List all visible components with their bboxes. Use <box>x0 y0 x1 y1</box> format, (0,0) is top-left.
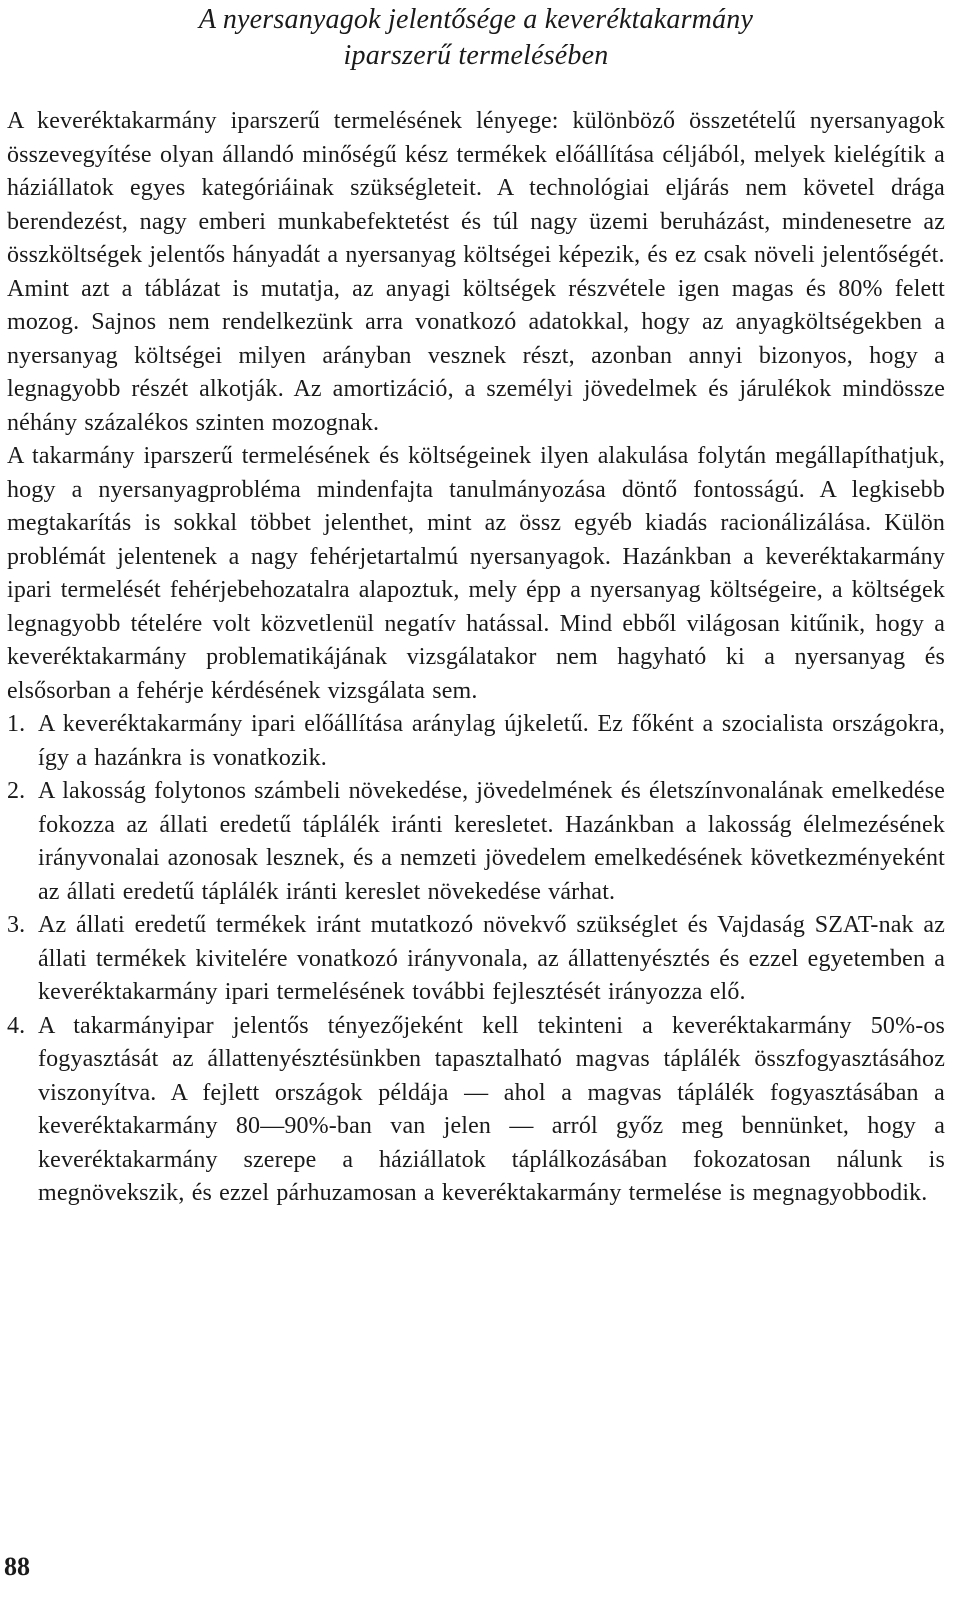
title-line-1: A nyersanyagok jelentősége a keveréktakarmány <box>198 4 754 35</box>
list-item <box>7 909 945 1010</box>
list-item-text: Az állati eredetű termékek iránt mutatkozó növekvő szükséglet és Vajdaság SZAT-nak az állati termékek kivitelére vonatkozó irányvonala, az állattenyésztés és ezzel egyetemben a keveréktakarmány ipari termelésének további fejlesztését irányozza elő. <box>38 912 945 1005</box>
document-page <box>7 0 945 1211</box>
paragraph: Amint azt a táblázat is mutatja, az anyagi költségek részvétele igen magas és 80% felett mozog. Sajnos nem rendelkezünk arra vonatkozó adatokkal, hogy az anyagköltségekben a nyersanyag költségei milyen arányban vesznek részt, azonban annyi bizonyos, hogy a legnagyobb részét alkotják. Az amortizáció, a személyi jövedelmek és járulékok mindössze néhány százalékos szinten mozognak. <box>7 275 945 436</box>
list-item-number: 3. <box>7 912 26 938</box>
list-item-number: 4. <box>7 1012 26 1039</box>
paragraph: A takarmány iparszerű termelésének és költségeinek ilyen alakulása folytán megállapíthatjuk, hogy a nyersanyagprobléma mindenfajta tanulmányozása döntő fontosságú. A legkisebb megtakarítás is sokkal többet jelenthet, mint az össz egyéb kiadás racionálizálása. Külön problémát jelentenek a nagy fehérjetartalmú nyersanyagok. Hazánkban a keveréktakarmány ipari termelését fehérjebehozatalra alapoztuk, mely épp a nyersanyag költségeire, a költségek legnagyobb tételére volt közvetlenül negatív hatással. Mind ebből világosan kitűnik, hogy a keveréktakarmány problematikájának vizsgálatakor nem hagyható ki a nyersanyag és elsősorban a fehérje kérdésének vizsgálata sem. <box>7 443 945 704</box>
list-item-text: A lakosság folytonos számbeli növekedése, jövedelmének és életszínvonalának emelkedése fokozza az állati eredetű táplálék iránti keresletet. Hazánkban a lakosság élelmezésének irányvonalai azonosak lesznek, és a nemzeti jövedelem emelkedésének következményeként az állati eredetű táplálék iránti kereslet növekedése várhat. <box>38 778 945 905</box>
list-item <box>7 708 945 775</box>
list-item <box>7 775 945 909</box>
list-item-text: A keveréktakarmány ipari előállítása aránylag újkeletű. Ez főként a szocialista országokra, így a hazánkra is vonatkozik. <box>38 711 945 771</box>
page-title <box>7 0 945 74</box>
body-text <box>7 105 945 1211</box>
title-line-2: iparszerű termelésében <box>343 40 609 71</box>
numbered-list <box>7 708 945 1211</box>
list-item-number: 2. <box>7 778 26 804</box>
page-number: 88 <box>4 1552 30 1581</box>
list-item-text: A takarmányipar jelentős tényezőjeként kell tekinteni a keveréktakarmány 50%-os fogyasztását az állattenyésztésünkben tapasztalható magvas táplálék összfogyasztásához viszonyítva. A fejlett országok példája — ahol a magvas táplálék fogyasztásában a keveréktakarmány 80—90%-ban van jelen — arról győz meg bennünket, hogy a keveréktakarmány szerepe a háziállatok táplálkozásában fokozatosan nálunk is megnövekszik, és ezzel párhuzamosan a keveréktakarmány termelése is megnagyobbodik. <box>38 1012 945 1206</box>
list-item-number: 1. <box>7 711 26 737</box>
paragraph: A keveréktakarmány iparszerű termelésének lényege: különböző összetételű nyersanyagok összevegyítése olyan állandó minőségű kész termékek előállítása céljából, melyek kielégítik a háziállatok egyes kategóriáinak szükségleteit. A technológiai eljárás nem követel drága berendezést, nagy emberi munkabefektetést és túl nagy üzemi beruházást, mindenesetre az összköltségek jelentős hányadát a nyersanyag költségei képezik, és ez csak növeli jelentőségét. <box>7 108 945 268</box>
list-item <box>7 1010 945 1211</box>
